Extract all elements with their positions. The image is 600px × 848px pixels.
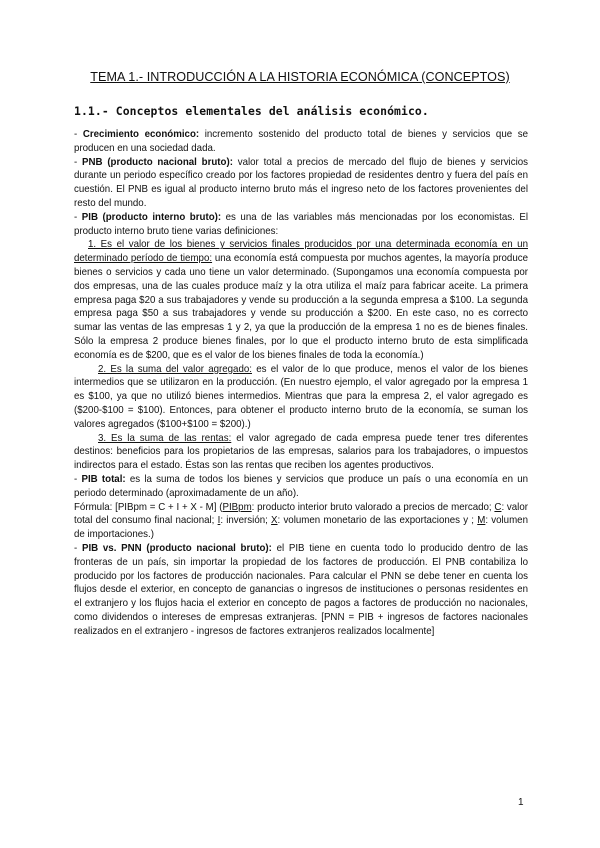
definition-2-text: es el valor de lo que produce, menos el valor de los bienes intermedios que se utilizaron en la producción. (En nuestro ejemplo, el valor agregado por la empresa 1 es $100, ya que no utilizó bienes intermedios. Mientras que para la empresa 2, el valor agregado es ($200-$100 = $100). Entonces, para obtener el producto interno bruto de la economía, se suman los valores agregados ($100+$100 = $200).) <box>74 363 528 430</box>
paragraph-formula <box>74 501 528 542</box>
formula-text: : volumen de importaciones.) <box>74 515 528 541</box>
paragraph-pnb <box>74 156 528 211</box>
formula-text: : inversión; <box>220 515 272 527</box>
definition-text: el PIB tiene en cuenta todo lo producido dentro de las fronteras de un país, sin importar la propiedad de los factores de producción. El PNB contabiliza lo producido por los factores de producción nacionales. Para calcular el PNN se debe tener en cuenta los flujos desde el exterior, en concepto de ganancias o ingresos de instituciones o personas residentes en el extranjero y los flujos hacia el exterior en concepto de pagos a factores de producción no nacionales, como dividendos o intereses de empresas extranjeras. [PNN = PIB + ingresos de factores nacionales realizados en el extranjero - ingresos de factores extranjeros realizados localmente] <box>74 542 529 637</box>
bullet-dash: - <box>74 156 83 168</box>
paragraph-pib-vs-pnn <box>74 542 528 639</box>
formula-var-i: I <box>217 515 221 527</box>
paragraph-definition-2 <box>74 363 528 432</box>
bullet-dash: - <box>74 473 82 485</box>
page-title: TEMA 1.- INTRODUCCIÓN A LA HISTORIA ECONÓMICA (CONCEPTOS) <box>90 70 510 84</box>
definition-3-text: el valor agregado de cada empresa puede tener tres diferentes destinos: beneficios para los propietarios de las empresas, salarios para los trabajadores, o impuestos indirectos para el estado. Éstas son las rentas que reciben los agentes productivos. <box>74 432 528 472</box>
formula-var-m: M <box>477 515 486 527</box>
formula-text: : volumen monetario de las exportaciones y ; <box>277 515 478 527</box>
section-heading: 1.1.- Conceptos elementales del análisis económico. <box>74 104 429 118</box>
paragraph-definition-3 <box>74 432 528 473</box>
definition-1-label: 1. Es el valor de los bienes y servicios finales producidos por una determinada economía en un determinado período de tiempo: <box>74 239 528 265</box>
paragraph-definition-1 <box>74 238 528 362</box>
bullet-dash: - <box>74 129 83 140</box>
term-pib-vs-pnn: PIB vs. PNN (producto nacional bruto): <box>81 542 272 554</box>
term-pib-total: PIB total: <box>81 473 126 485</box>
paragraph-pib-total <box>74 473 528 501</box>
formula-var-x: X <box>271 515 278 527</box>
definition-3-label: 3. Es la suma de las rentas: <box>98 432 232 444</box>
document-body <box>74 128 528 638</box>
term-pnb: PNB (producto nacional bruto): <box>82 156 233 168</box>
term-pib: PIB (producto interno bruto): <box>81 211 222 223</box>
definition-2-label: 2. Es la suma del valor agregado: <box>98 363 252 375</box>
term-crecimiento: Crecimiento económico: <box>82 129 200 140</box>
definition-text: es la suma de todos los bienes y servicios que produce un país o una economía en un periodo determinado (aproximadamente de un año). <box>74 473 529 499</box>
formula-text: : valor total del consumo final nacional; <box>74 501 528 527</box>
bullet-dash: - <box>74 542 82 554</box>
definition-text: incremento sostenido del producto total de bienes y servicios que se producen en una sociedad dada. <box>74 129 528 154</box>
formula-text: : producto interior bruto valorado a precios de mercado; <box>251 501 495 513</box>
page-number: 1 <box>518 797 524 808</box>
definition-1-text: una economía está compuesta por muchos agentes, la mayoría produce bienes o servicios y cada uno tiene un valor determinado. (Supongamos una economía compuesta por dos empresas, una de las cuales produce maíz y la otra utiliza el maíz para fabricar aceite. La primera empresa paga $20 a sus trabajadores y vende su producción a la segunda empresa a $100. La segunda empresa paga $50 a sus trabajadores y vende su producción a $200. En este caso, no es correcto sumar las ventas de las empresas 1 y 2, ya que la producción de la empresa 1 no es de bienes finales. Sólo la empresa 2 produce bienes finales, por lo que el producto interno bruto de esta simplificada economía es de $200, que es el valor de los bienes finales de toda la economía.) <box>74 253 528 361</box>
bullet-dash: - <box>74 211 82 223</box>
paragraph-crecimiento <box>74 128 528 156</box>
formula-var-c: C <box>494 501 502 513</box>
formula-prefix: Fórmula: [PIBpm = C + I + X - M] ( <box>74 501 223 513</box>
paragraph-pib <box>74 211 528 239</box>
formula-var-pibpm: PIBpm <box>222 501 252 513</box>
definition-text: es una de las variables más mencionadas por los economistas. El producto interno bruto tiene varias definiciones: <box>74 211 528 237</box>
definition-text: valor total a precios de mercado del flujo de bienes y servicios durante un periodo específico creado por los factores propiedad de residentes dentro y fuera del país en cuestión. El PNB es igual al producto interno bruto más el ingreso neto de los factores provenientes del resto del mundo. <box>74 156 528 209</box>
